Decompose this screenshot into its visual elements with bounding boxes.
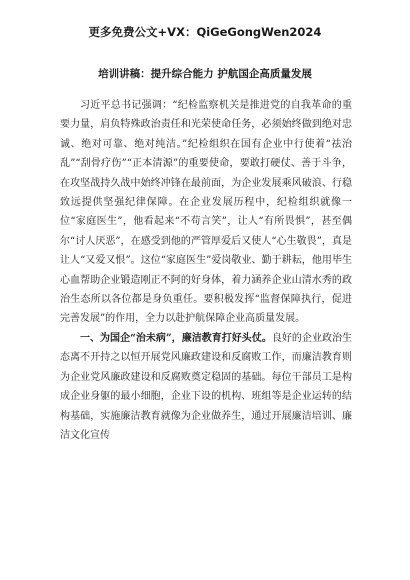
paragraph-section-1 <box>60 329 352 445</box>
paragraph-intro <box>60 96 352 329</box>
document-title: 培训讲稿：提升综合能力 护航国企高质量发展 <box>98 68 312 80</box>
document-body <box>60 96 352 445</box>
paragraph-text: 良好的企业政治生态离不开持之以恒开展党风廉政建设和反腐败工作，而廉洁教育则为企业党风廉政建设和反腐败奠定稳固的基础。每位干部员工是构成企业身躯的最小细胞，企业下设的机构、班组等是企业运转的结构基础，实施廉洁教育就像为企业做养生，通过开展廉洁培训、廉洁文化宣传 <box>60 332 353 441</box>
page-header: 更多免费公文+VX：QiGeGongWen2024 <box>88 25 322 39</box>
paragraph-text: 习近平总书记强调：“纪检监察机关是推进党的自我革命的重要力量，肩负特殊政治责任和光荣使命任务，必须始终做到绝对忠诚、绝对可靠、绝对纯洁。”纪检组织在国有企业中行使着“祛治乱”“刮骨疗伤”“正本清源”的重要使命，要敢打硬仗、善于斗争，在攻坚战持久战中始终冲锋在最前面，为企业发展乘风破浪、行稳致远提供坚强纪律保障。在企业发展历程中，纪检组织就像一位“家庭医生”，他看起来“不苟言笑”，让人“有所畏惧”，甚至偶尔“讨人厌恶”，在感受到他的严管厚爱后又使人“心生敬畏”，真是让人“又爱又恨”。这位“家庭医生”爱岗敬业、勤于耕耘，他用毕生心血帮助企业锻造刚正不阿的好身体，着力涵养企业山清水秀的政治生态所以各位都是身负重任。要积极发挥“监督保障执行，促进完善发展”的作用，全力以赴护航保障企业高质量发展。 <box>60 100 352 325</box>
section-heading: 一、为国企“治未病”，廉洁教育打好头仗。 <box>80 332 272 344</box>
